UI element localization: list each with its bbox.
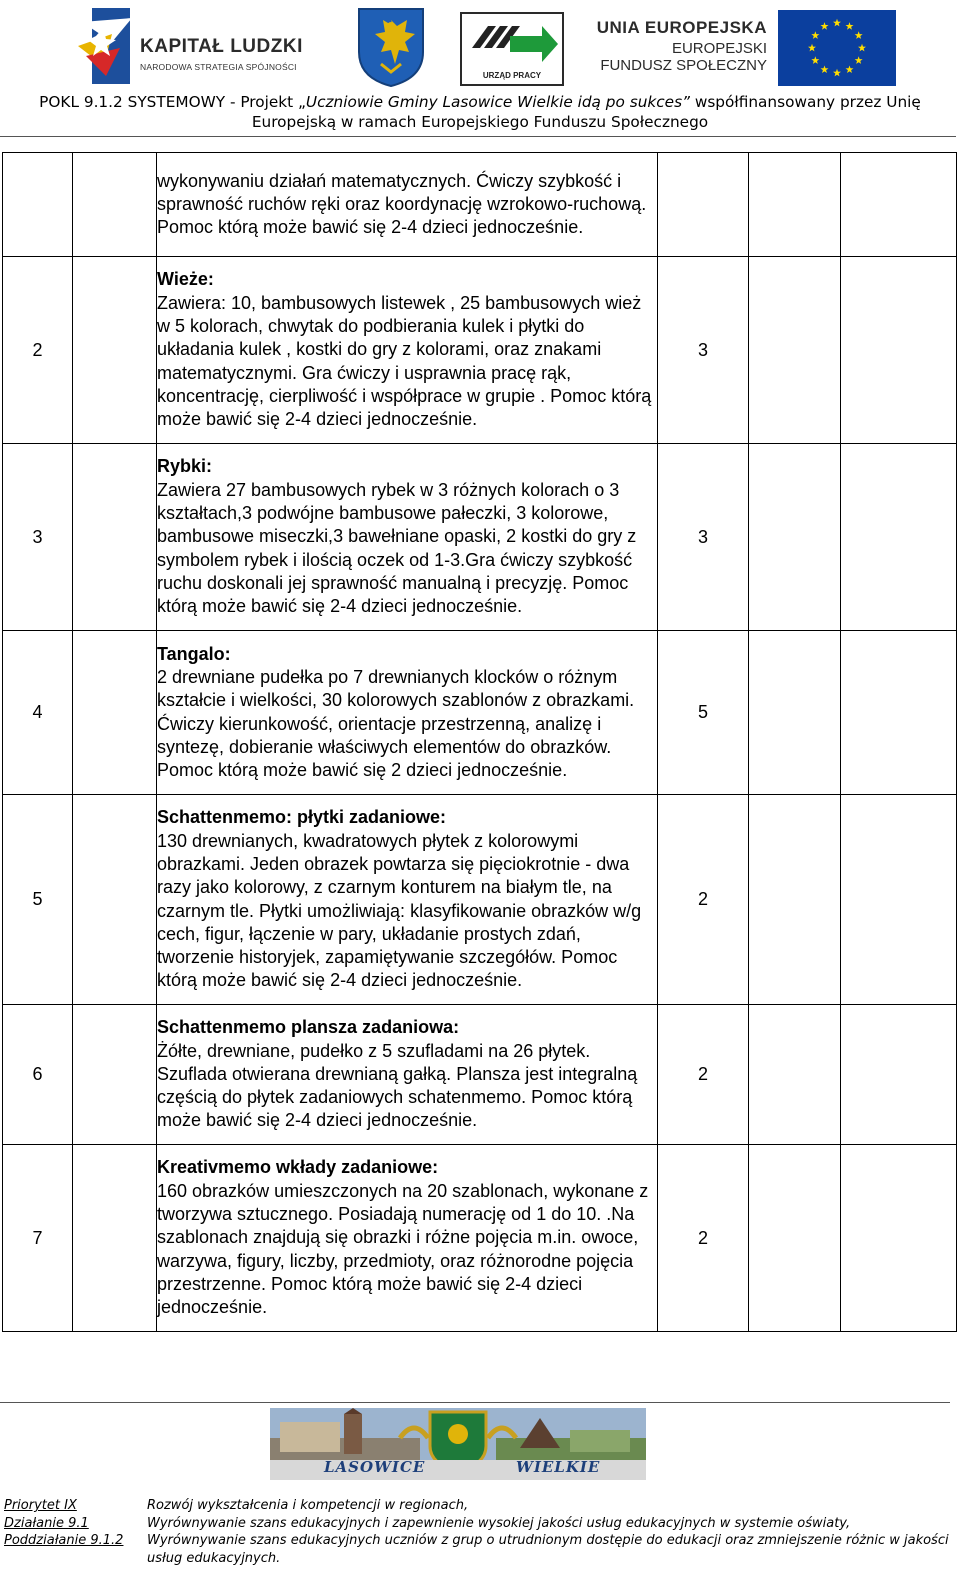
lasowice-wielkie-banner: [270, 1408, 646, 1480]
project-line: [0, 92, 960, 132]
project-title: Uczniowie Gminy Lasowice Wielkie idą po sukces”: [305, 93, 690, 111]
item-name: Wieże:: [157, 269, 214, 290]
arrow-icon: [462, 18, 562, 70]
table-row: [3, 257, 957, 444]
empty-cell: [73, 795, 157, 1005]
empty-cell: [841, 1145, 957, 1332]
eu-line-1: UNIA EUROPEJSKA: [596, 18, 767, 37]
project-prefix: POKL 9.1.2 SYSTEMOWY - Projekt „: [39, 93, 306, 111]
empty-cell: [749, 1005, 841, 1145]
item-text: wykonywaniu działań matematycznych. Ćwiczy szybkość i sprawność ruchów ręki oraz koordynację wzrokowo-ruchową. Pomoc którą może bawić się 2-4 dzieci jednocześnie.: [157, 170, 647, 238]
table-row: [3, 1145, 957, 1332]
item-text: Zawiera 27 bambusowych rybek w 3 różnych kolorach o 3 kształtach,3 podwójne bambusowe pałeczki, 3 kolorowe, bambusowe miseczki,3 bawełniane opaski, 2 kostki do gry z symbolem rybek i ilością oczek od 1-3.Gra ćwiczy szybkość ruchu doskonali jej sprawność manualną i precyzję. Pomoc którą może bawić się 2-4 dzieci jednocześnie.: [157, 479, 637, 617]
row-number: 2: [3, 257, 73, 444]
empty-cell: [749, 444, 841, 631]
empty-cell: [73, 1145, 157, 1332]
footer-right-line: usług edukacyjnych.: [147, 1550, 281, 1566]
kapital-ludzki-title: KAPITAŁ LUDZKI: [140, 36, 303, 57]
item-name: Rybki:: [157, 456, 213, 477]
empty-cell: [749, 1145, 841, 1332]
item-text: 2 drewniane pudełka po 7 drewnianych klocków o różnym kształcie i wielkości, 30 kolorowych szablonów z obrazkami. Ćwiczy kierunkowość, orientacje przestrzenną, analizę i syntezę, dobieranie właściwych elementów do obrazków. Pomoc którą może bawić się 2 dzieci jednocześnie.: [157, 666, 635, 781]
row-number: 6: [3, 1005, 73, 1145]
project-suffix: współfinansowany przez Unię: [689, 93, 921, 111]
empty-cell: [73, 153, 157, 257]
empty-cell: [841, 1005, 957, 1145]
urzad-pracy-label: URZĄD PRACY: [482, 71, 542, 80]
row-number: 4: [3, 631, 73, 795]
item-description: [157, 795, 658, 1005]
item-quantity: 2: [658, 795, 749, 1005]
items-table: [2, 152, 957, 1332]
eu-line-2: EUROPEJSKI: [671, 40, 767, 57]
item-name: Schattenmemo: płytki zadaniowe:: [157, 807, 447, 828]
item-quantity: 5: [658, 631, 749, 795]
empty-cell: [841, 795, 957, 1005]
kapital-ludzki-subtitle: NARODOWA STRATEGIA SPÓJNOŚCI: [140, 62, 297, 72]
empty-cell: [749, 631, 841, 795]
item-quantity: 3: [658, 444, 749, 631]
empty-cell: [841, 257, 957, 444]
item-quantity: 2: [658, 1145, 749, 1332]
project-line-2: Europejską w ramach Europejskiego Funduszu Społecznego: [251, 113, 709, 131]
empty-cell: [749, 795, 841, 1005]
table-row: [3, 153, 957, 257]
row-number: 7: [3, 1145, 73, 1332]
table-row: [3, 631, 957, 795]
item-description: [157, 444, 658, 631]
eu-text-logo: [595, 18, 767, 82]
eu-flag-icon: [778, 10, 896, 86]
empty-cell: [749, 257, 841, 444]
item-name: Tangalo:: [157, 643, 231, 664]
row-number: [3, 153, 73, 257]
footer-rule: [0, 1402, 950, 1403]
banner-left-label: LASOWICE: [324, 1458, 426, 1476]
empty-cell: [749, 153, 841, 257]
item-text: Zawiera: 10, bambusowych listewek , 25 bambusowych wież w 5 kolorach, chwytak do podbierania kulek i płytki do układania kulek , kostki do gry z kolorami, oraz znakami matematycznymi. Gra ćwiczy i usprawnia pracę rąk, koncentrację, cierpliwość i współprace w grupie . Pomoc którą może bawić się 2-4 dzieci jednocześnie.: [157, 292, 652, 430]
item-text: 130 drewnianych, kwadratowych płytek z kolorowymi obrazkami. Jeden obrazek powtarza się pięciokrotnie - dwa razy jako kolorowy, z czarnym konturem na białym tle, na czarnym tle. Płytki umożliwiają: klasyfikowanie obrazków w/g cech, figur, łączenie w pary, układanie prostych zdań, tworzenie historyjek, zapamiętywanie szczegółów. Pomoc którą może bawić się 2-4 dzieci jednocześnie.: [157, 830, 642, 991]
item-name: Kreativmemo wkłady zadaniowe:: [157, 1157, 439, 1178]
table-row: [3, 1005, 957, 1145]
urzad-pracy-logo: [460, 12, 564, 86]
item-quantity: [658, 153, 749, 257]
footer-right: [147, 1497, 957, 1567]
footer-right-line: Wyrównywanie szans edukacyjnych i zapewnienie wysokiej jakości usług edukacyjnych w systemie oświaty,: [147, 1515, 851, 1531]
empty-cell: [841, 631, 957, 795]
kapital-ludzki-flag-icon: [76, 6, 134, 88]
table-row: [3, 795, 957, 1005]
empty-cell: [73, 257, 157, 444]
eu-flag-logo: [778, 10, 896, 86]
empty-cell: [73, 631, 157, 795]
item-description: [157, 1005, 658, 1145]
item-text: 160 obrazków umieszczonych na 20 szablonach, wykonane z tworzywa sztucznego. Posiadają numerację od 1 do 10. .Na szablonach znajdują się obrazki i różne pojęcia m.in. owoce, warzywa, figury, liczby, przedmioty, oraz różnorodne pojęcia przestrzenne. Pomoc którą może bawić się 2-4 dzieci jednocześnie.: [157, 1180, 649, 1318]
footer-left-line: Działanie 9.1: [4, 1515, 89, 1531]
header-logos: [0, 0, 960, 92]
voivodeship-crest: [356, 6, 426, 88]
item-text: Żółte, drewniane, pudełko z 5 szufladami na 26 płytek. Szuflada otwierana drewnianą gałką. Plansza jest integralną częścią do płytek zadaniowych schatenmemo. Pomoc którą może bawić się 2-4 dzieci jednocześnie.: [157, 1040, 638, 1131]
item-description: [157, 153, 658, 257]
item-description: [157, 631, 658, 795]
eagle-crest-icon: [356, 6, 426, 88]
item-description: [157, 1145, 658, 1332]
row-number: 3: [3, 444, 73, 631]
empty-cell: [841, 444, 957, 631]
empty-cell: [73, 444, 157, 631]
eu-line-3: FUNDUSZ SPOŁECZNY: [600, 57, 767, 74]
kapital-ludzki-logo: [76, 6, 326, 88]
footer-right-line: Wyrównywanie szans edukacyjnych uczniów z grup o utrudnionym dostępie do edukacji oraz zmniejszenie różnic w jakości: [147, 1533, 949, 1548]
header-rule: [0, 136, 956, 137]
banner-right-label: WIELKIE: [516, 1458, 601, 1476]
footer-right-line: Rozwój wykształcenia i kompetencji w regionach,: [147, 1498, 469, 1513]
footer-left-line: Priorytet IX: [4, 1498, 77, 1513]
item-description: [157, 257, 658, 444]
item-quantity: 2: [658, 1005, 749, 1145]
item-quantity: 3: [658, 257, 749, 444]
empty-cell: [841, 153, 957, 257]
footer-left: [4, 1497, 144, 1550]
empty-cell: [73, 1005, 157, 1145]
footer-left-line: Poddziałanie 9.1.2: [4, 1533, 124, 1548]
table-row: [3, 444, 957, 631]
item-name: Schattenmemo plansza zadaniowa:: [157, 1017, 460, 1038]
row-number: 5: [3, 795, 73, 1005]
